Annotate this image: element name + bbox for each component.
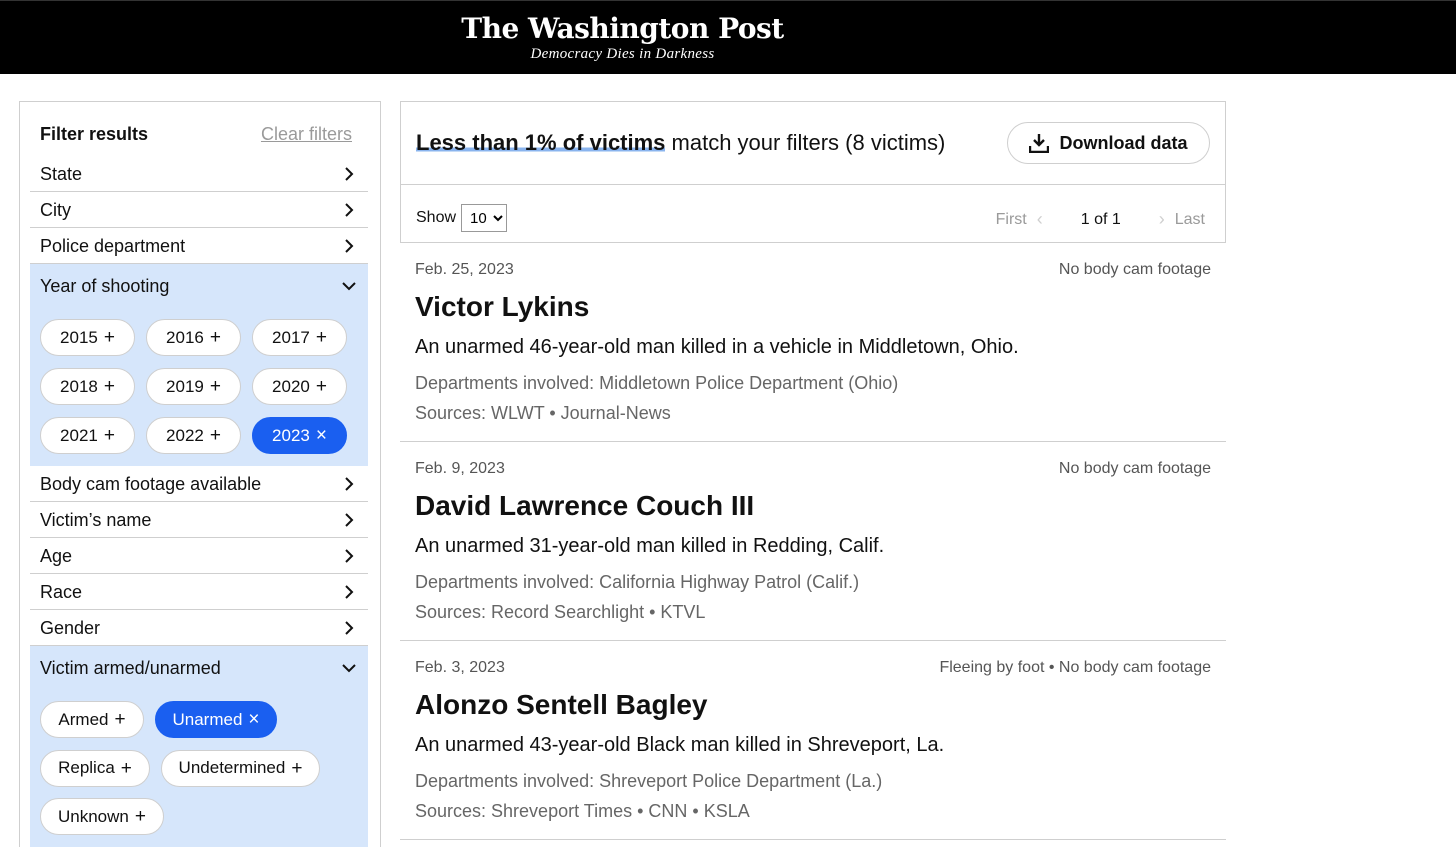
option-label: 2022	[166, 425, 204, 445]
plus-icon: +	[120, 757, 132, 779]
plus-icon: +	[209, 376, 221, 397]
option-label: Undetermined	[178, 758, 286, 778]
incident-description: An unarmed 31-year-old man killed in Redding, Calif.	[415, 535, 885, 557]
filter-option-unarmed[interactable]	[155, 701, 277, 738]
plus-icon: +	[291, 757, 303, 779]
chevron-left-icon[interactable]: ‹	[1036, 209, 1043, 229]
incident-tags: No body cam footage	[1058, 460, 1211, 477]
last-page-link[interactable]: Last	[1174, 210, 1205, 228]
download-icon	[1029, 133, 1049, 153]
page-size-control	[416, 204, 507, 232]
filter-option-2021[interactable]	[40, 417, 135, 454]
victim-name[interactable]: David Lawrence Couch III	[415, 490, 755, 521]
filter-option-2019[interactable]	[146, 368, 241, 405]
filter-option-2020[interactable]	[252, 368, 347, 405]
year-options	[30, 305, 368, 466]
chevron-right-icon	[342, 239, 356, 253]
filter-row-year-of-shooting[interactable]	[30, 264, 368, 305]
plus-icon: +	[315, 376, 327, 397]
divider	[401, 184, 1225, 185]
plus-icon: +	[114, 709, 126, 730]
filter-list	[30, 156, 368, 847]
departments-involved: Departments involved: California Highway Patrol (Calif.)	[415, 572, 860, 592]
filter-sidebar	[19, 101, 381, 847]
option-label: 2019	[166, 376, 204, 396]
filter-header	[40, 124, 352, 148]
incident-description: An unarmed 46-year-old man killed in a vehicle in Middletown, Ohio.	[415, 336, 1019, 358]
filter-label: Victim armed/unarmed	[40, 658, 221, 678]
page-indicator: 1 of 1	[1080, 210, 1121, 228]
site-logo[interactable]: The Washington Post	[461, 12, 784, 45]
plus-icon: +	[103, 425, 115, 446]
chevron-right-icon	[342, 549, 356, 563]
chevron-right-icon	[342, 513, 356, 527]
masthead[interactable]	[0, 13, 1245, 63]
chevron-right-icon	[342, 477, 356, 491]
filter-group-armed	[30, 646, 368, 847]
filter-row-body-cam-footage-available[interactable]	[30, 466, 368, 502]
filter-option-unknown[interactable]	[40, 798, 164, 835]
incident-date: Feb. 9, 2023	[415, 460, 505, 477]
filter-option-2023[interactable]	[252, 417, 347, 454]
option-label: Replica	[58, 758, 115, 778]
chevron-right-icon	[342, 585, 356, 599]
chevron-down-icon	[342, 661, 356, 675]
filter-row-age[interactable]	[30, 538, 368, 574]
filter-label: Race	[40, 582, 83, 602]
filter-title: Filter results	[40, 124, 149, 144]
page-size-select[interactable]	[461, 204, 507, 232]
plus-icon: +	[315, 327, 327, 348]
filter-row-police-department[interactable]	[30, 228, 368, 264]
close-icon: ×	[248, 709, 260, 730]
incident-date: Feb. 3, 2023	[415, 659, 505, 676]
filter-label: Age	[40, 546, 73, 566]
summary-highlight: Less than 1% of victims	[416, 130, 666, 155]
option-label: 2023	[272, 425, 310, 445]
filter-option-2022[interactable]	[146, 417, 241, 454]
option-label: Unknown	[58, 806, 129, 826]
option-label: 2020	[272, 376, 310, 396]
filter-row-victim-s-name[interactable]	[30, 502, 368, 538]
filter-option-replica[interactable]	[40, 750, 150, 787]
filter-option-2017[interactable]	[252, 319, 347, 356]
victim-card	[400, 442, 1226, 641]
results-header-panel	[400, 101, 1226, 243]
chevron-right-icon	[342, 167, 356, 181]
filter-label: Body cam footage available	[40, 474, 262, 494]
incident-date: Feb. 25, 2023	[415, 261, 514, 278]
close-icon: ×	[315, 425, 327, 446]
filter-row-race[interactable]	[30, 574, 368, 610]
site-tagline: Democracy Dies in Darkness	[530, 46, 715, 62]
clear-filters-link[interactable]: Clear filters	[260, 124, 352, 144]
victim-list	[400, 243, 1226, 840]
victim-name[interactable]: Victor Lykins	[415, 291, 590, 322]
chevron-right-icon	[342, 203, 356, 217]
option-label: 2016	[166, 327, 204, 347]
filter-label: City	[40, 200, 71, 220]
plus-icon: +	[103, 327, 115, 348]
filter-label: State	[40, 164, 83, 184]
plus-icon: +	[103, 376, 115, 397]
filter-row-victim-armed[interactable]	[30, 646, 368, 687]
filter-option-2018[interactable]	[40, 368, 135, 405]
filter-option-undetermined[interactable]	[161, 750, 320, 787]
victim-card	[400, 243, 1226, 442]
download-label: Download data	[1059, 132, 1188, 153]
results-summary	[416, 130, 945, 156]
first-page-link[interactable]: First	[995, 210, 1027, 228]
armed-options	[30, 687, 368, 847]
filter-label: Year of shooting	[40, 276, 170, 296]
option-label: 2021	[60, 425, 98, 445]
incident-description: An unarmed 43-year-old Black man killed in Shreveport, La.	[415, 734, 945, 756]
summary-rest: match your filters (8 victims)	[665, 130, 946, 155]
sources: Sources: WLWT • Journal-News	[415, 403, 671, 423]
pagination	[996, 209, 1205, 230]
victim-card	[400, 641, 1226, 840]
download-data-button[interactable]	[1007, 122, 1210, 164]
option-label: Armed	[58, 709, 109, 729]
incident-tags: Fleeing by foot • No body cam footage	[939, 659, 1211, 676]
chevron-right-icon	[342, 621, 356, 635]
chevron-right-icon[interactable]: ›	[1158, 209, 1165, 229]
filter-row-state[interactable]	[30, 156, 368, 192]
option-label: 2015	[60, 327, 98, 347]
option-label: 2018	[60, 376, 98, 396]
departments-involved: Departments involved: Middletown Police Department (Ohio)	[415, 373, 899, 393]
plus-icon: +	[209, 425, 221, 446]
filter-option-armed[interactable]	[40, 701, 144, 738]
sources: Sources: Record Searchlight • KTVL	[415, 602, 706, 622]
chevron-down-icon	[342, 279, 356, 293]
option-label: Unarmed	[172, 709, 243, 729]
filter-label: Police department	[40, 236, 186, 256]
filter-group-year	[30, 264, 368, 466]
filter-label: Victim’s name	[40, 510, 152, 530]
top-bar	[0, 0, 1456, 74]
filter-label: Gender	[40, 618, 101, 638]
plus-icon: +	[209, 327, 221, 348]
filter-option-2015[interactable]	[40, 319, 135, 356]
filter-row-city[interactable]	[30, 192, 368, 228]
filter-row-gender[interactable]	[30, 610, 368, 646]
option-label: 2017	[272, 327, 310, 347]
filter-option-2016[interactable]	[146, 319, 241, 356]
sources: Sources: Shreveport Times • CNN • KSLA	[415, 801, 750, 821]
show-label: Show	[416, 209, 457, 226]
victim-name[interactable]: Alonzo Sentell Bagley	[415, 689, 708, 720]
incident-tags: No body cam footage	[1058, 261, 1211, 278]
plus-icon: +	[134, 806, 146, 828]
departments-involved: Departments involved: Shreveport Police Department (La.)	[415, 771, 883, 791]
